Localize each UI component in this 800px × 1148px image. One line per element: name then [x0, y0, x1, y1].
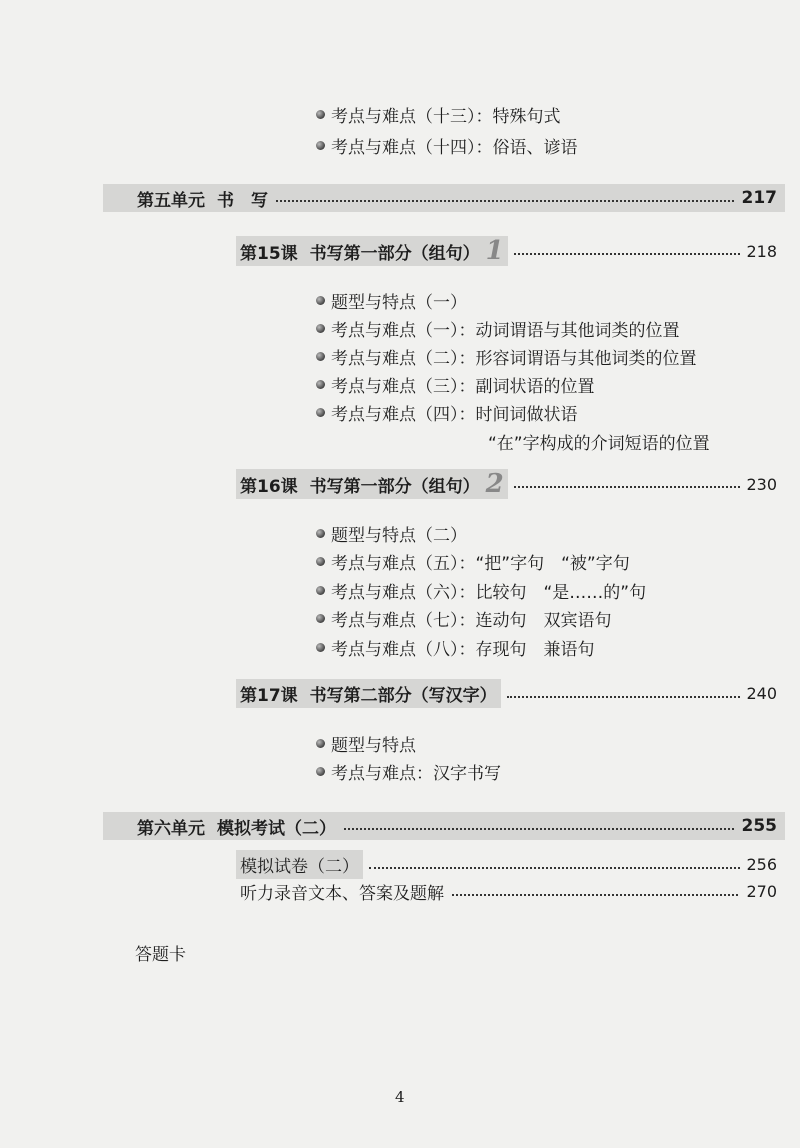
toc-item-label: 考点与难点（六）：比较句 “是……的”句 [331, 583, 647, 603]
bullet-icon [316, 586, 325, 595]
leader-dots [369, 867, 740, 869]
lesson-label: 第17课 [240, 686, 298, 706]
listening-heading[interactable] [240, 879, 777, 904]
bullet-icon [316, 296, 325, 305]
toc-item-label: 考点与难点（五）：“把”字句 “被”字句 [331, 554, 630, 574]
page-ref: 270 [746, 882, 777, 901]
toc-item-label: 题型与特点（一） [331, 293, 467, 313]
lesson-title: 书写第一部分（组句） [309, 243, 480, 264]
toc-item[interactable] [316, 133, 578, 158]
page-ref: 217 [741, 188, 777, 208]
toc-item-label: 考点与难点：汉字书写 [331, 764, 501, 784]
toc-item-label: 题型与特点 [331, 736, 416, 756]
leader-dots [452, 894, 738, 896]
bullet-icon [316, 529, 325, 538]
toc-item-continuation [488, 429, 710, 454]
lesson-number: 1 [485, 236, 504, 266]
unit-title: 模拟考试（二） [217, 818, 336, 839]
lesson-title-box [236, 469, 508, 499]
toc-item-label: 考点与难点（四）：时间词做状语 [331, 405, 578, 425]
bullet-icon [316, 643, 325, 652]
lesson-label: 第16课 [240, 476, 298, 497]
toc-item[interactable] [316, 731, 416, 756]
leader-dots [514, 486, 741, 488]
unit-five-heading[interactable] [103, 184, 785, 212]
unit-label: 第五单元 [137, 190, 205, 211]
toc-item[interactable] [316, 372, 595, 397]
lesson-title: 书写第二部分（写汉字） [309, 686, 497, 706]
toc-item-label: 考点与难点（十四）：俗语、谚语 [331, 138, 578, 158]
bullet-icon [316, 380, 325, 389]
unit-title: 书 写 [217, 190, 268, 211]
toc-item-label: 考点与难点（二）：形容词谓语与其他词类的位置 [331, 349, 697, 369]
bullet-icon [316, 739, 325, 748]
lesson-title-box [236, 236, 508, 266]
page-ref: 240 [746, 684, 777, 703]
lesson-17-heading[interactable] [236, 679, 777, 708]
bullet-icon [316, 767, 325, 776]
bullet-icon [316, 141, 325, 150]
toc-item-label: 考点与难点（三）：副词状语的位置 [331, 377, 595, 397]
bullet-icon [316, 557, 325, 566]
toc-item[interactable] [316, 635, 595, 660]
toc-item-label: 考点与难点（十三）：特殊句式 [331, 107, 561, 127]
mock-exam-title: 模拟试卷（二） [240, 857, 359, 877]
lesson-15-heading[interactable] [236, 236, 777, 266]
bullet-icon [316, 352, 325, 361]
toc-item[interactable] [316, 344, 697, 369]
toc-item[interactable] [316, 521, 467, 546]
toc-item-label: 考点与难点（七）：连动句 双宾语句 [331, 611, 612, 631]
bullet-icon [316, 408, 325, 417]
page-ref: 230 [746, 474, 777, 494]
lesson-title-box [236, 679, 501, 708]
lesson-label: 第15课 [240, 243, 298, 264]
unit-label: 第六单元 [137, 818, 205, 839]
toc-item-label: 考点与难点（一）：动词谓语与其他词类的位置 [331, 321, 680, 341]
toc-item-label: 题型与特点（二） [331, 526, 467, 546]
listening-title: 听力录音文本、答案及题解 [240, 884, 444, 904]
leader-dots [507, 696, 741, 698]
toc-item[interactable] [316, 400, 578, 425]
bullet-icon [316, 324, 325, 333]
answer-card-entry[interactable] [135, 940, 186, 965]
unit-six-heading[interactable] [103, 812, 785, 840]
lesson-number: 2 [485, 469, 504, 499]
toc-item[interactable] [316, 102, 561, 127]
page-ref: 218 [746, 241, 777, 261]
leader-dots [514, 253, 741, 255]
toc-item[interactable] [316, 759, 501, 784]
bullet-icon [316, 614, 325, 623]
page-ref: 255 [741, 816, 777, 836]
leader-dots [344, 828, 734, 830]
toc-item[interactable] [316, 288, 467, 313]
page-ref: 256 [746, 855, 777, 874]
toc-item-label: 考点与难点（八）：存现句 兼语句 [331, 640, 595, 660]
bullet-icon [316, 110, 325, 119]
toc-item[interactable] [316, 578, 646, 603]
toc-item-label: “在”字构成的介词短语的位置 [488, 434, 710, 454]
mock-exam-heading[interactable] [236, 850, 777, 879]
answer-card-label: 答题卡 [135, 945, 186, 965]
lesson-16-heading[interactable] [236, 469, 777, 499]
page-number: 4 [395, 1088, 405, 1106]
leader-dots [276, 200, 734, 202]
lesson-title: 书写第一部分（组句） [309, 476, 480, 497]
toc-item[interactable] [316, 606, 612, 631]
toc-item[interactable] [316, 316, 680, 341]
toc-item[interactable] [316, 549, 630, 574]
mock-exam-title-box [236, 850, 363, 879]
